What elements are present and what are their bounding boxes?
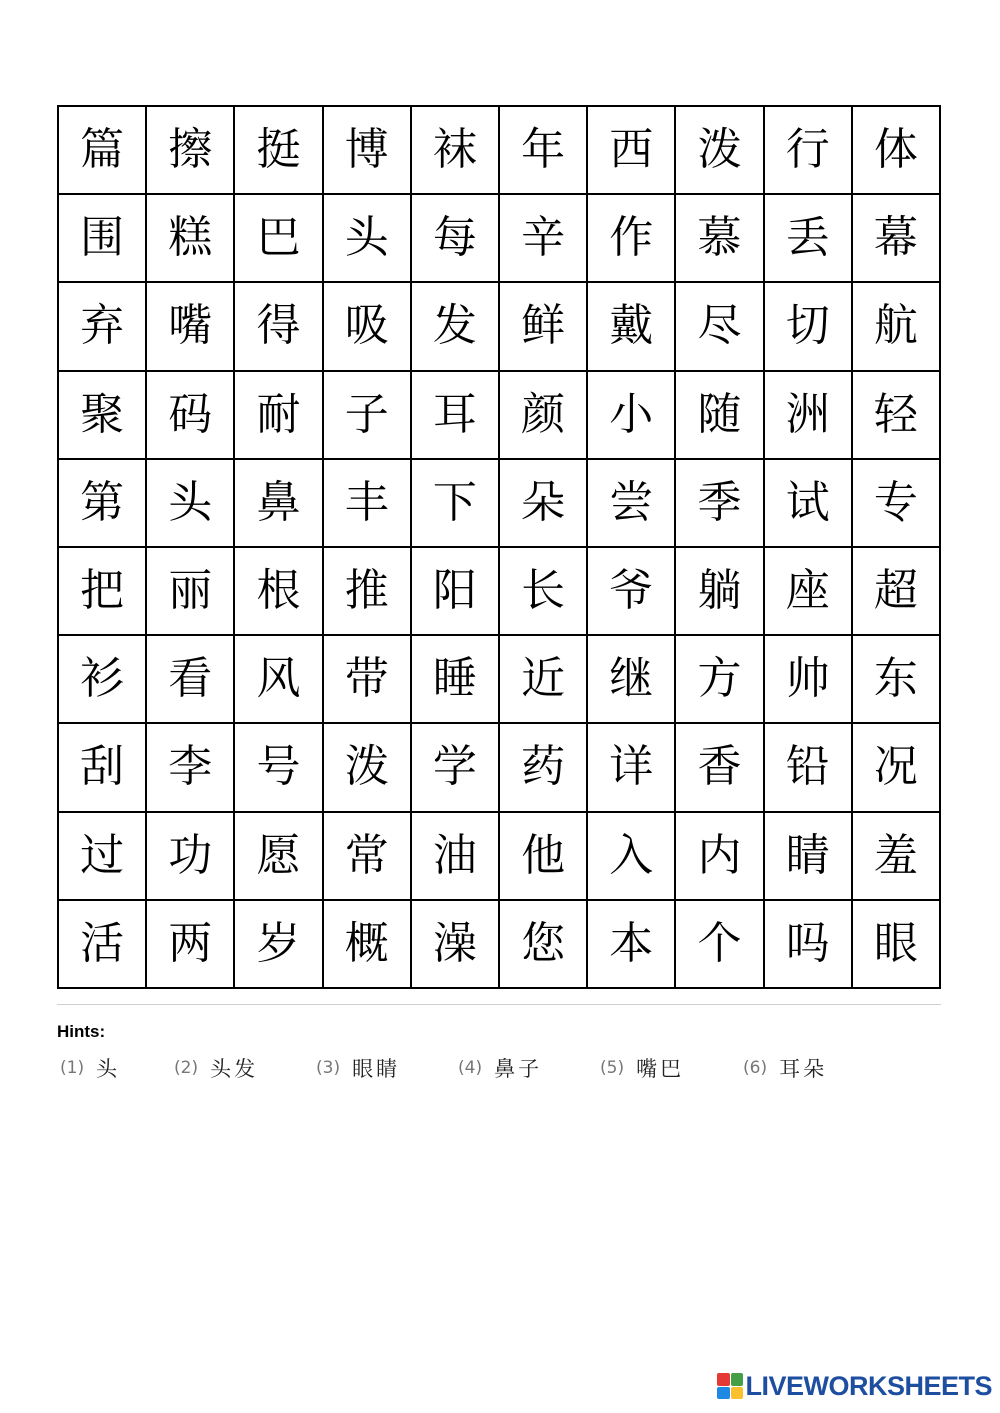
- grid-cell[interactable]: 座: [765, 548, 853, 636]
- grid-cell[interactable]: 辛: [500, 195, 588, 283]
- grid-cell[interactable]: 丽: [147, 548, 235, 636]
- grid-cell[interactable]: 铅: [765, 724, 853, 812]
- hint-word: 嘴巴: [636, 1057, 685, 1081]
- grid-cell[interactable]: 耐: [235, 372, 323, 460]
- grid-cell[interactable]: 泼: [676, 107, 764, 195]
- grid-cell[interactable]: 澡: [412, 901, 500, 989]
- grid-cell[interactable]: 挺: [235, 107, 323, 195]
- grid-cell[interactable]: 带: [324, 636, 412, 724]
- grid-cell[interactable]: 颜: [500, 372, 588, 460]
- grid-cell[interactable]: 推: [324, 548, 412, 636]
- divider: [57, 1004, 941, 1005]
- grid-cell[interactable]: 洲: [765, 372, 853, 460]
- grid-cell[interactable]: 鼻: [235, 460, 323, 548]
- hint-word: 头: [96, 1057, 121, 1081]
- grid-cell[interactable]: 慕: [676, 195, 764, 283]
- grid-cell[interactable]: 发: [412, 283, 500, 371]
- grid-cell[interactable]: 根: [235, 548, 323, 636]
- grid-cell[interactable]: 丰: [324, 460, 412, 548]
- grid-cell[interactable]: 鲜: [500, 283, 588, 371]
- grid-cell[interactable]: 愿: [235, 813, 323, 901]
- hint-number: (5): [600, 1058, 625, 1078]
- grid-cell[interactable]: 丢: [765, 195, 853, 283]
- hint-number: (1): [60, 1058, 85, 1078]
- grid-cell[interactable]: 风: [235, 636, 323, 724]
- grid-cell[interactable]: 幕: [853, 195, 941, 283]
- grid-cell[interactable]: 随: [676, 372, 764, 460]
- grid-cell[interactable]: 详: [588, 724, 676, 812]
- grid-cell[interactable]: 巴: [235, 195, 323, 283]
- grid-cell[interactable]: 睛: [765, 813, 853, 901]
- grid-cell[interactable]: 耳: [412, 372, 500, 460]
- grid-cell[interactable]: 阳: [412, 548, 500, 636]
- grid-cell[interactable]: 每: [412, 195, 500, 283]
- grid-cell[interactable]: 李: [147, 724, 235, 812]
- grid-cell[interactable]: 擦: [147, 107, 235, 195]
- grid-cell[interactable]: 看: [147, 636, 235, 724]
- grid-cell[interactable]: 泼: [324, 724, 412, 812]
- hint-word: 鼻子: [494, 1057, 543, 1081]
- grid-cell[interactable]: 航: [853, 283, 941, 371]
- grid-cell[interactable]: 学: [412, 724, 500, 812]
- grid-cell[interactable]: 您: [500, 901, 588, 989]
- grid-cell[interactable]: 围: [59, 195, 147, 283]
- grid-cell[interactable]: 眼: [853, 901, 941, 989]
- grid-cell[interactable]: 子: [324, 372, 412, 460]
- grid-cell[interactable]: 体: [853, 107, 941, 195]
- grid-cell[interactable]: 糕: [147, 195, 235, 283]
- grid-cell[interactable]: 年: [500, 107, 588, 195]
- grid-cell[interactable]: 博: [324, 107, 412, 195]
- hint-number: (6): [743, 1058, 768, 1078]
- grid-cell[interactable]: 小: [588, 372, 676, 460]
- grid-cell[interactable]: 吸: [324, 283, 412, 371]
- grid-cell[interactable]: 躺: [676, 548, 764, 636]
- grid-cell[interactable]: 继: [588, 636, 676, 724]
- hint-item: [174, 1053, 258, 1083]
- grid-cell[interactable]: 下: [412, 460, 500, 548]
- grid-cell[interactable]: 尽: [676, 283, 764, 371]
- hints-title: Hints:: [57, 1022, 106, 1041]
- grid-cell[interactable]: 作: [588, 195, 676, 283]
- grid-cell[interactable]: 试: [765, 460, 853, 548]
- grid-cell[interactable]: 第: [59, 460, 147, 548]
- grid-cell[interactable]: 戴: [588, 283, 676, 371]
- grid-cell[interactable]: 帅: [765, 636, 853, 724]
- grid-cell[interactable]: 两: [147, 901, 235, 989]
- grid-cell[interactable]: 方: [676, 636, 764, 724]
- grid-cell[interactable]: 过: [59, 813, 147, 901]
- grid-cell[interactable]: 个: [676, 901, 764, 989]
- grid-cell[interactable]: 香: [676, 724, 764, 812]
- hint-item: [600, 1053, 684, 1083]
- brand-name: LIVEWORKSHEETS: [745, 1370, 992, 1401]
- hint-item: [60, 1053, 120, 1083]
- grid-cell[interactable]: 西: [588, 107, 676, 195]
- grid-cell[interactable]: 袜: [412, 107, 500, 195]
- grid-cell[interactable]: 头: [324, 195, 412, 283]
- grid-cell[interactable]: 超: [853, 548, 941, 636]
- grid-cell[interactable]: 轻: [853, 372, 941, 460]
- grid-cell[interactable]: 岁: [235, 901, 323, 989]
- grid-cell[interactable]: 入: [588, 813, 676, 901]
- grid-cell[interactable]: 他: [500, 813, 588, 901]
- grid-cell[interactable]: 号: [235, 724, 323, 812]
- grid-cell[interactable]: 药: [500, 724, 588, 812]
- grid-cell[interactable]: 码: [147, 372, 235, 460]
- grid-cell[interactable]: 得: [235, 283, 323, 371]
- grid-cell[interactable]: 爷: [588, 548, 676, 636]
- grid-cell[interactable]: 把: [59, 548, 147, 636]
- grid-cell[interactable]: 朵: [500, 460, 588, 548]
- grid-cell[interactable]: 尝: [588, 460, 676, 548]
- hint-word: 头发: [210, 1057, 259, 1081]
- grid-cell[interactable]: 内: [676, 813, 764, 901]
- grid-cell[interactable]: 聚: [59, 372, 147, 460]
- hints-list: [60, 1053, 960, 1083]
- hint-word: 眼睛: [352, 1057, 401, 1081]
- grid-cell[interactable]: 长: [500, 548, 588, 636]
- grid-cell[interactable]: 弃: [59, 283, 147, 371]
- hint-word: 耳朵: [779, 1057, 828, 1081]
- grid-cell[interactable]: 刮: [59, 724, 147, 812]
- grid-cell[interactable]: 活: [59, 901, 147, 989]
- grid-cell[interactable]: 睡: [412, 636, 500, 724]
- grid-cell[interactable]: 本: [588, 901, 676, 989]
- grid-cell[interactable]: 概: [324, 901, 412, 989]
- hint-item: [743, 1053, 827, 1083]
- hint-item: [316, 1053, 400, 1083]
- grid-cell[interactable]: 常: [324, 813, 412, 901]
- grid-cell[interactable]: 篇: [59, 107, 147, 195]
- grid-cell[interactable]: 况: [853, 724, 941, 812]
- grid-cell[interactable]: 羞: [853, 813, 941, 901]
- grid-cell[interactable]: 头: [147, 460, 235, 548]
- liveworksheets-logo-icon: [717, 1373, 743, 1399]
- hint-item: [458, 1053, 542, 1083]
- hint-number: (2): [174, 1058, 199, 1078]
- grid-cell[interactable]: 季: [676, 460, 764, 548]
- grid-cell[interactable]: 吗: [765, 901, 853, 989]
- grid-cell[interactable]: 行: [765, 107, 853, 195]
- word-search-grid: [57, 105, 941, 989]
- grid-cell[interactable]: 切: [765, 283, 853, 371]
- grid-cell[interactable]: 油: [412, 813, 500, 901]
- grid-cell[interactable]: 专: [853, 460, 941, 548]
- liveworksheets-logo: [717, 1369, 992, 1403]
- hint-number: (3): [316, 1058, 341, 1078]
- grid-cell[interactable]: 嘴: [147, 283, 235, 371]
- grid-cell[interactable]: 东: [853, 636, 941, 724]
- hint-number: (4): [458, 1058, 483, 1078]
- grid-cell[interactable]: 近: [500, 636, 588, 724]
- grid-cell[interactable]: 功: [147, 813, 235, 901]
- grid-cell[interactable]: 衫: [59, 636, 147, 724]
